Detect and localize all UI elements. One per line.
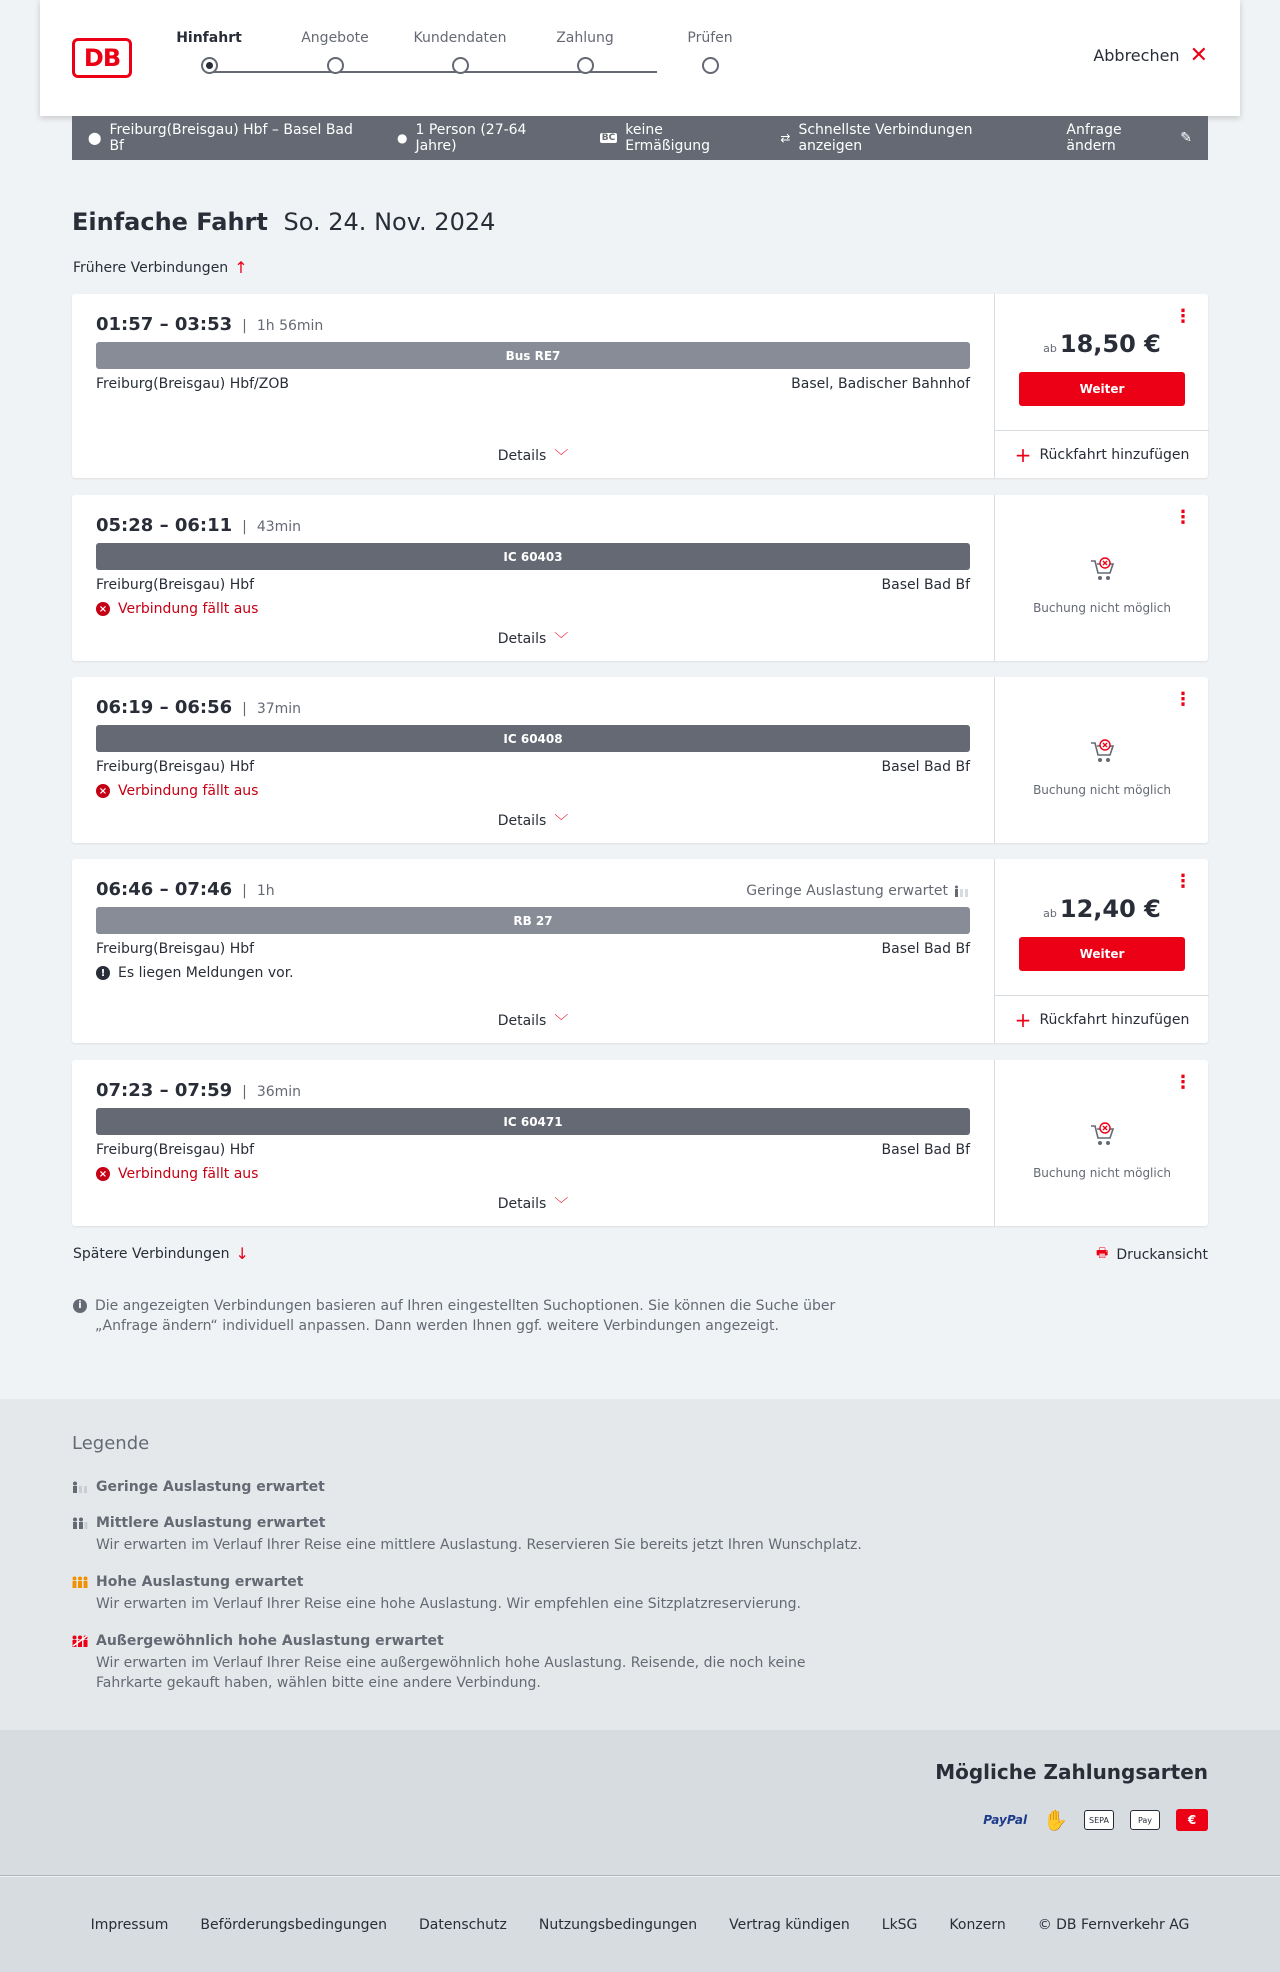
page-title [72, 208, 495, 236]
plus-icon: + [1014, 442, 1032, 467]
applepay-icon: Pay [1130, 1810, 1160, 1830]
footer-link-nutzungsbedingungen[interactable]: Nutzungsbedingungen [538, 1916, 698, 1933]
details-toggle[interactable]: Details ﹀ [497, 813, 569, 830]
connection-times: 01:57 – 03:53 | 1h 56min [96, 314, 324, 335]
connection-duration: 36min [256, 1084, 302, 1100]
cancel-label: Abbrechen [1093, 46, 1180, 65]
header [40, 0, 1240, 116]
train-bar[interactable]: IC 60403 [96, 543, 970, 570]
footer-link-befoerderungsbedingungen[interactable]: Beförderungsbedingungen [200, 1916, 387, 1933]
very-high-load-icon [72, 1635, 88, 1647]
connection-card [72, 1060, 1208, 1226]
more-options-icon[interactable]: ⋮ [1174, 871, 1192, 892]
arrival-station: Basel Bad Bf [881, 1142, 970, 1158]
footer-link-datenschutz[interactable]: Datenschutz [418, 1916, 507, 1933]
connection-card [72, 677, 1208, 843]
exclamation-icon: ! [96, 966, 110, 980]
no-booking: Buchung nicht möglich [995, 737, 1209, 797]
arrival-station: Basel Bad Bf [881, 941, 970, 957]
location-pin-icon: ⬤ [88, 131, 102, 145]
edit-search-button[interactable]: Anfrage ändern ✎ [1066, 122, 1192, 154]
step-angebote: Angebote [280, 30, 390, 74]
plus-icon: + [1014, 1007, 1032, 1032]
details-toggle[interactable]: Details ﹀ [497, 1013, 569, 1030]
payment-icons [983, 1808, 1208, 1832]
hand-card-icon: ✋ [1043, 1808, 1068, 1832]
info-icon: i [73, 1299, 87, 1313]
chevron-down-icon: ﹀ [554, 632, 569, 648]
footer-link-vertrag-kuendigen[interactable]: Vertrag kündigen [729, 1916, 850, 1933]
more-options-icon[interactable]: ⋮ [1174, 306, 1192, 327]
step-dot [577, 57, 594, 74]
cancel-circle-icon: × [96, 602, 110, 616]
earlier-connections-link[interactable]: Frühere Verbindungen ↑ [73, 258, 248, 277]
paypal-icon: PayPal [983, 1813, 1028, 1827]
payment-title: Mögliche Zahlungsarten [935, 1760, 1208, 1784]
train-bar[interactable]: IC 60471 [96, 1108, 970, 1135]
price: ab 12,40 € [1043, 895, 1161, 923]
medium-load-icon [72, 1517, 88, 1529]
offer-panel [994, 294, 1208, 478]
train-bar[interactable]: Bus RE7 [96, 342, 970, 369]
cancellation-message: × Verbindung fällt aus [96, 783, 258, 799]
trip-type: Einfache Fahrt [72, 208, 268, 236]
connection-duration: 1h [256, 883, 275, 899]
weiter-button[interactable]: Weiter [1019, 937, 1185, 971]
connection-card [72, 495, 1208, 661]
later-connections-link[interactable]: Spätere Verbindungen ↓ [73, 1244, 249, 1263]
arrow-down-icon: ↓ [235, 1244, 249, 1263]
search-route[interactable]: ⬤ Freiburg(Breisgau) Hbf – Basel Bad Bf [88, 122, 353, 154]
cart-blocked-icon [1088, 737, 1116, 765]
chevron-down-icon: ﹀ [554, 449, 569, 465]
search-travellers[interactable]: ● 1 Person (27-64 Jahre) [396, 122, 527, 154]
legend-item-medium: Mittlere Auslastung erwartet Wir erwarten im Verlauf Ihrer Reise eine mittlere Auslastung. Reservieren Sie bereits jetzt Ihren Wunschplatz. [72, 1515, 872, 1555]
price: ab 18,50 € [1043, 330, 1161, 358]
step-dot [327, 57, 344, 74]
progress-steps [176, 30, 733, 90]
connection-card [72, 294, 1208, 478]
chevron-down-icon: ﹀ [554, 814, 569, 830]
cancel-circle-icon: × [96, 784, 110, 798]
connection-duration: 1h 56min [256, 318, 324, 334]
more-options-icon[interactable]: ⋮ [1174, 1072, 1192, 1093]
cancellation-message: × Verbindung fällt aus [96, 601, 258, 617]
departure-station: Freiburg(Breisgau) Hbf [96, 759, 255, 775]
offer-panel [994, 495, 1208, 661]
low-load-icon [72, 1481, 88, 1493]
arrival-station: Basel, Badischer Bahnhof [791, 376, 970, 392]
details-toggle[interactable]: Details ﹀ [497, 1196, 569, 1213]
trip-date: So. 24. Nov. 2024 [283, 208, 496, 236]
train-bar[interactable]: IC 60408 [96, 725, 970, 752]
info-message: ! Es liegen Meldungen vor. [96, 965, 294, 981]
cart-blocked-icon [1088, 1120, 1116, 1148]
search-fastest[interactable]: ⇄ Schnellste Verbindungen anzeigen [780, 122, 973, 154]
train-bar[interactable]: RB 27 [96, 907, 970, 934]
step-zahlung: Zahlung [530, 30, 640, 74]
chevron-down-icon: ﹀ [554, 1014, 569, 1030]
cancellation-message: × Verbindung fällt aus [96, 1166, 258, 1182]
details-toggle[interactable]: Details ﹀ [497, 631, 569, 648]
footer-link-konzern[interactable]: Konzern [949, 1916, 1006, 1933]
footer-link-lksg[interactable]: LkSG [881, 1916, 918, 1933]
add-return-button[interactable]: + Rückfahrt hinzufügen [995, 430, 1209, 478]
legend-item-high: Hohe Auslastung erwartet Wir erwarten im Verlauf Ihrer Reise eine hohe Auslastung. Wir empfehlen eine Sitzplatzreservierung. [72, 1574, 872, 1614]
legend-item-very-high: Außergewöhnlich hohe Auslastung erwartet Wir erwarten im Verlauf Ihrer Reise eine außergewöhnlich hohe Auslastung. Reisende, die noch keine Fahrkarte gekauft haben, wählen bitte eine andere Verbindung. [72, 1633, 872, 1693]
sepa-icon: SEPA [1084, 1810, 1114, 1830]
step-kundendaten: Kundendaten [405, 30, 515, 74]
arrival-station: Basel Bad Bf [881, 577, 970, 593]
no-booking: Buchung nicht möglich [995, 555, 1209, 615]
cancel-button[interactable] [1093, 42, 1208, 68]
pencil-icon: ✎ [1180, 130, 1192, 146]
step-hinfahrt: Hinfahrt [154, 30, 264, 74]
cart-blocked-icon [1088, 555, 1116, 583]
load-indicator: Geringe Auslastung erwartet [746, 883, 970, 899]
person-icon: ● [396, 131, 408, 145]
departure-station: Freiburg(Breisgau) Hbf [96, 577, 255, 593]
footer [0, 1877, 1280, 1972]
bahncard-icon: BC [601, 133, 616, 143]
add-return-button[interactable]: + Rückfahrt hinzufügen [995, 995, 1209, 1043]
high-load-icon [72, 1576, 88, 1588]
departure-station: Freiburg(Breisgau) Hbf [96, 941, 255, 957]
connection-duration: 43min [256, 519, 302, 535]
close-icon: ✕ [1189, 42, 1208, 68]
arrow-up-icon: ↑ [234, 258, 248, 277]
details-toggle[interactable]: Details ﹀ [497, 448, 569, 465]
low-load-icon [954, 885, 970, 897]
legend-section [0, 1399, 1280, 1730]
connection-times: 07:23 – 07:59 | 36min [96, 1080, 302, 1101]
footer-link-impressum[interactable]: Impressum [90, 1916, 169, 1933]
offer-panel [994, 1060, 1208, 1226]
departure-station: Freiburg(Breisgau) Hbf/ZOB [96, 376, 289, 392]
no-booking: Buchung nicht möglich [995, 1120, 1209, 1180]
legend-item-low: Geringe Auslastung erwartet [72, 1479, 872, 1495]
step-pruefen: Prüfen [655, 30, 765, 74]
step-dot [201, 57, 218, 74]
db-logo[interactable]: DB [72, 38, 132, 78]
search-discount[interactable]: BC keine Ermäßigung [601, 122, 711, 154]
search-summary-bar [72, 116, 1208, 160]
connection-times: 05:28 – 06:11 | 43min [96, 515, 302, 536]
cancel-circle-icon: × [96, 1167, 110, 1181]
chevron-down-icon: ﹀ [554, 1197, 569, 1213]
step-dot [452, 57, 469, 74]
weiter-button[interactable]: Weiter [1019, 372, 1185, 406]
search-note: i Die angezeigten Verbindungen basieren auf Ihren eingestellten Suchoptionen. Sie können die Suche über „Anfrage ändern“ individuell anpassen. Dann werden Ihnen ggf. weitere Verbindungen angezeigt. [73, 1296, 853, 1336]
connection-duration: 37min [256, 701, 302, 717]
payment-methods [0, 1730, 1280, 1876]
offer-panel [994, 677, 1208, 843]
footer-copyright: © DB Fernverkehr AG [1037, 1916, 1190, 1933]
more-options-icon[interactable]: ⋮ [1174, 507, 1192, 528]
swap-icon: ⇄ [780, 131, 791, 145]
connection-times: 06:46 – 07:46 | 1h [96, 879, 275, 900]
more-options-icon[interactable]: ⋮ [1174, 689, 1192, 710]
departure-station: Freiburg(Breisgau) Hbf [96, 1142, 255, 1158]
printer-icon: 🖶 [1096, 1246, 1109, 1261]
db-pay-icon: € [1176, 1809, 1208, 1831]
print-view-link[interactable]: 🖶 Druckansicht [1096, 1244, 1208, 1266]
step-dot [702, 57, 719, 74]
legend-title: Legende [72, 1433, 150, 1454]
connection-card [72, 859, 1208, 1043]
connection-times: 06:19 – 06:56 | 37min [96, 697, 302, 718]
offer-panel [994, 859, 1208, 1043]
arrival-station: Basel Bad Bf [881, 759, 970, 775]
